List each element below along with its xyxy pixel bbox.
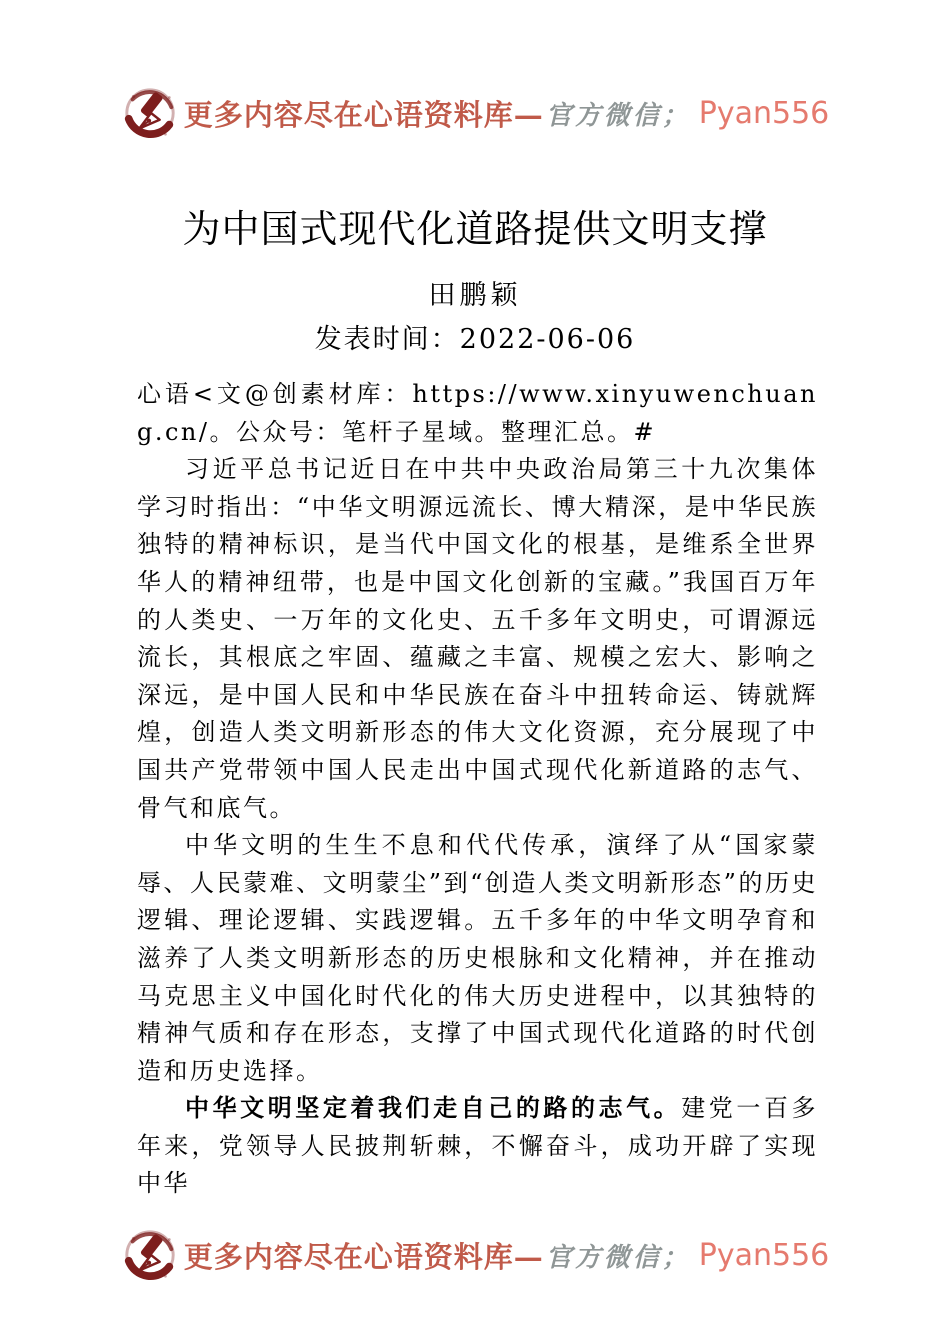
banner-text: 更多内容尽在心语资料库— (183, 1239, 544, 1274)
article-title: 为中国式现代化道路提供文明支撑 (182, 207, 768, 251)
banner-wechat-id: Pyan556 (698, 95, 830, 131)
paragraph: 中华文明坚定着我们走自己的路的志气。建党一百多年来，党领导人民披荆斩棘，不懈奋斗，成功开辟了实现中华 (137, 1094, 819, 1198)
banner-text: 更多内容尽在心语资料库— (183, 97, 544, 132)
watermark-banner-bottom (0, 1224, 950, 1286)
paragraph: 心语<文@创素材库：https://www.xinyuwenchuang.cn/。公众号：笔杆子星域。整理汇总。# (137, 380, 818, 446)
paragraph-bold-lead: 中华文明坚定着我们走自己的路的志气。 (185, 1094, 682, 1123)
article-author: 田鹏颖 (428, 280, 522, 311)
banner-wechat-label: 官方微信； (545, 100, 691, 131)
article-body (137, 376, 818, 1203)
banner-wechat-label: 官方微信； (545, 1242, 691, 1273)
watermark-banner-top (0, 82, 950, 144)
paragraph: 中华文明的生生不息和代代传承，演绎了从“国家蒙辱、人民蒙难、文明蒙尘”到“创造人类文明新形态”的历史逻辑、理论逻辑、实践逻辑。五千多年的中华文明孕育和滋养了人类文明新形态的历史根脉和文化精神，并在推动马克思主义中国化时代化的伟大历史进程中，以其独特的精神气质和存在形态，支撑了中国式现代化道路的时代创造和历史选择。 (137, 831, 818, 1085)
pen-logo-icon (121, 84, 179, 142)
banner-wechat-id: Pyan556 (698, 1237, 830, 1273)
pen-logo-icon (121, 1226, 179, 1284)
publish-date: 发表时间：2022-06-06 (314, 324, 636, 355)
paragraph: 习近平总书记近日在中共中央政治局第三十九次集体学习时指出：“中华文明源远流长、博大精深，是中华民族独特的精神标识，是当代中国文化的根基，是维系全世界华人的精神纽带，也是中国文化创新的宝藏。”我国百万年的人类史、一万年的文化史、五千多年文明史，可谓源远流长，其根底之牢固、蕴藏之丰富、规模之宏大、影响之深远，是中国人民和中华民族在奋斗中扭转命运、铸就辉煌，创造人类文明新形态的伟大文化资源，充分展现了中国共产党带领中国人民走出中国式现代化新道路的志气、骨气和底气。 (137, 455, 818, 822)
